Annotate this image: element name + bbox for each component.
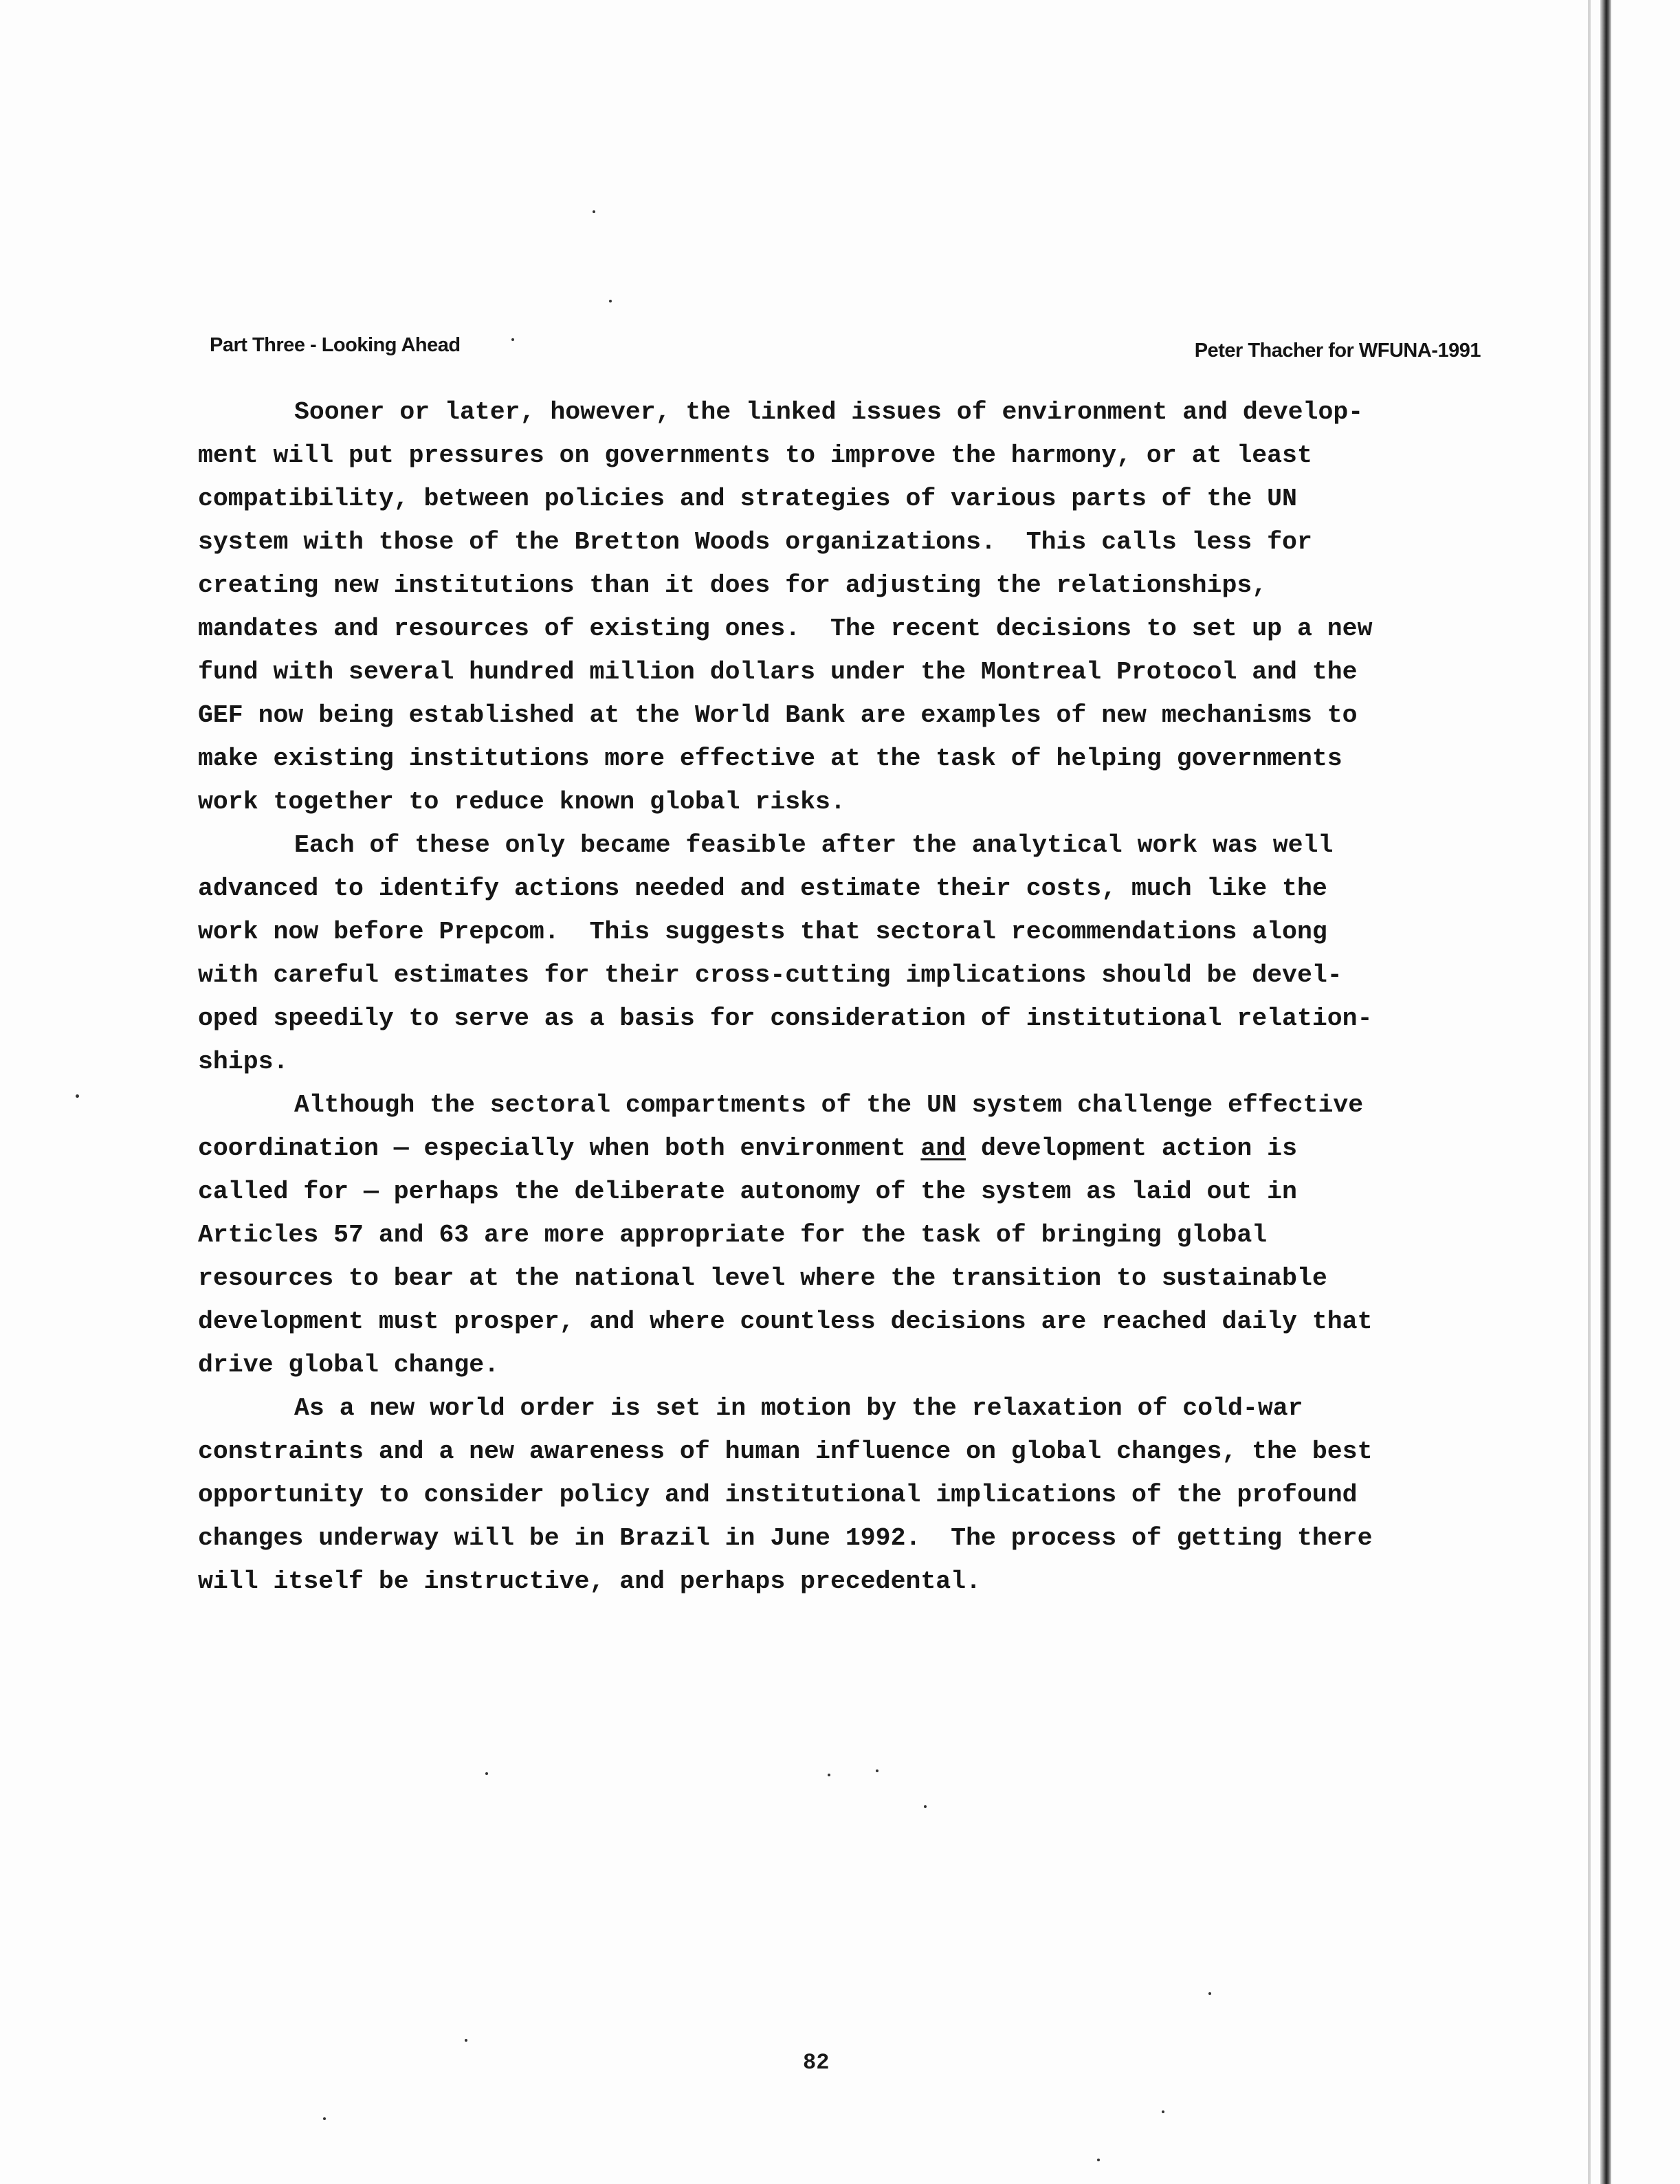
text-line: advanced to identify actions needed and estimate their costs, much like the <box>198 874 1327 903</box>
text-line: resources to bear at the national level where the transition to sustainable <box>198 1264 1327 1292</box>
scan-speck <box>76 1094 79 1098</box>
scan-speck <box>593 210 595 213</box>
paragraph-4 <box>198 1387 1477 1603</box>
text-line: drive global change. <box>198 1351 500 1379</box>
scan-speck <box>1097 2159 1100 2161</box>
text-line: system with those of the Bretton Woods organizations. This calls less for <box>198 528 1312 556</box>
text-line: creating new institutions than it does for adjusting the relationships, <box>198 571 1268 599</box>
scan-speck <box>1208 1992 1211 1995</box>
text-line: called for — perhaps the deliberate autonomy of the system as laid out in <box>198 1178 1297 1206</box>
body-text <box>198 390 1477 1603</box>
text-segment: coordination — especially when both environment <box>198 1134 921 1162</box>
scan-speck <box>465 2039 467 2042</box>
text-line: Sooner or later, however, the linked issues of environment and develop- <box>294 398 1364 426</box>
text-line: will itself be instructive, and perhaps precedental. <box>198 1567 981 1596</box>
text-line: GEF now being established at the World Bank are examples of new mechanisms to <box>198 701 1358 729</box>
text-line: constraints and a new awareness of human influence on global changes, the best <box>198 1437 1373 1466</box>
scan-speck <box>323 2117 326 2120</box>
scan-speck <box>1162 2110 1164 2113</box>
paragraph-2 <box>198 824 1477 1083</box>
underlined-word: and <box>920 1134 966 1162</box>
text-line: opportunity to consider policy and institutional implications of the profound <box>198 1481 1358 1509</box>
running-header-left: Part Three - Looking Ahead <box>210 334 461 356</box>
text-line: Although the sectoral compartments of the UN system challenge effective <box>294 1091 1364 1119</box>
text-line <box>198 1127 1477 1170</box>
scan-speck <box>485 1772 488 1775</box>
text-line: work together to reduce known global risks. <box>198 788 845 816</box>
paragraph-3 <box>198 1083 1477 1387</box>
text-line: development must prosper, and where countless decisions are reached daily that <box>198 1308 1373 1336</box>
scan-speck <box>511 338 514 341</box>
text-line: work now before Prepcom. This suggests that sectoral recommendations along <box>198 918 1327 946</box>
scan-speck <box>828 1774 830 1776</box>
paragraph-1 <box>198 390 1477 824</box>
scan-speck <box>924 1805 927 1808</box>
binding-edge <box>1600 0 1611 2184</box>
text-line: mandates and resources of existing ones. The recent decisions to set up a new <box>198 615 1373 643</box>
text-line: make existing institutions more effective at the task of helping governments <box>198 744 1342 773</box>
text-line: ships. <box>198 1048 289 1076</box>
scan-speck <box>609 300 612 302</box>
running-header-right: Peter Thacher for WFUNA-1991 <box>1194 340 1481 362</box>
text-line: ment will put pressures on governments to improve the harmony, or at least <box>198 441 1312 470</box>
text-line: with careful estimates for their cross-cutting implications should be devel- <box>198 961 1342 989</box>
scan-speck <box>876 1769 878 1772</box>
text-line: compatibility, between policies and strategies of various parts of the UN <box>198 485 1297 513</box>
page-number: 82 <box>803 2050 830 2075</box>
text-line: Each of these only became feasible after the analytical work was well <box>294 831 1334 859</box>
text-line: As a new world order is set in motion by the relaxation of cold-war <box>294 1394 1303 1422</box>
text-line: Articles 57 and 63 are more appropriate for the task of bringing global <box>198 1221 1268 1249</box>
text-line: oped speedily to serve as a basis for consideration of institutional relation- <box>198 1004 1373 1033</box>
text-line: changes underway will be in Brazil in June 1992. The process of getting there <box>198 1524 1373 1552</box>
text-line: fund with several hundred million dollars under the Montreal Protocol and the <box>198 658 1358 686</box>
binding-shadow <box>1588 0 1591 2184</box>
text-segment: development action is <box>966 1134 1297 1162</box>
